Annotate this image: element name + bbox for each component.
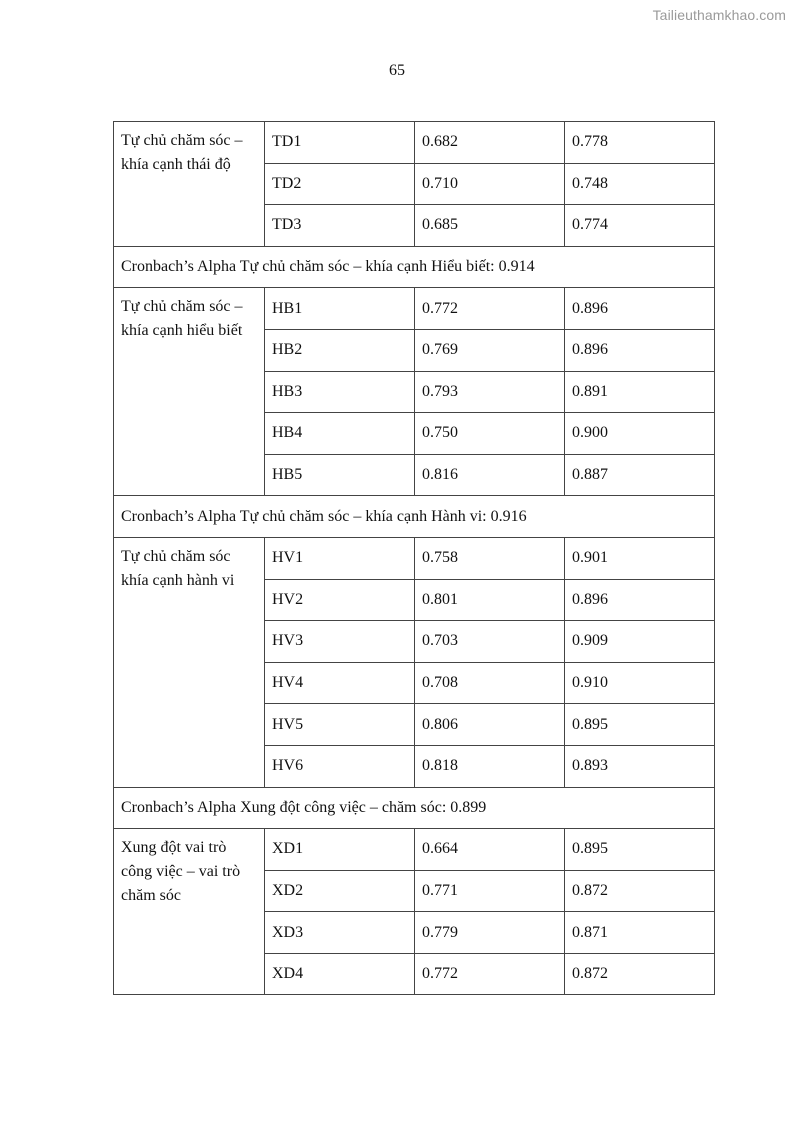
item-code: TD2 bbox=[265, 163, 415, 205]
item-code: HV3 bbox=[265, 621, 415, 663]
item-total-correlation: 0.806 bbox=[415, 704, 565, 746]
alpha-if-item-deleted: 0.896 bbox=[565, 579, 715, 621]
item-total-correlation: 0.771 bbox=[415, 870, 565, 912]
item-total-correlation: 0.801 bbox=[415, 579, 565, 621]
table-row bbox=[114, 122, 715, 164]
item-total-correlation: 0.816 bbox=[415, 454, 565, 496]
item-code: HB1 bbox=[265, 288, 415, 330]
item-total-correlation: 0.772 bbox=[415, 288, 565, 330]
item-total-correlation: 0.758 bbox=[415, 537, 565, 579]
alpha-if-item-deleted: 0.895 bbox=[565, 704, 715, 746]
alpha-if-item-deleted: 0.901 bbox=[565, 537, 715, 579]
item-code: TD1 bbox=[265, 122, 415, 164]
item-code: HB5 bbox=[265, 454, 415, 496]
page-number: 65 bbox=[389, 62, 405, 79]
alpha-summary-row bbox=[114, 246, 715, 288]
alpha-if-item-deleted: 0.891 bbox=[565, 371, 715, 413]
item-code: XD1 bbox=[265, 829, 415, 871]
alpha-if-item-deleted: 0.893 bbox=[565, 745, 715, 787]
alpha-if-item-deleted: 0.896 bbox=[565, 288, 715, 330]
reliability-table bbox=[113, 121, 715, 995]
item-total-correlation: 0.682 bbox=[415, 122, 565, 164]
item-total-correlation: 0.779 bbox=[415, 912, 565, 954]
alpha-if-item-deleted: 0.778 bbox=[565, 122, 715, 164]
item-total-correlation: 0.818 bbox=[415, 745, 565, 787]
alpha-if-item-deleted: 0.774 bbox=[565, 205, 715, 247]
item-code: HV5 bbox=[265, 704, 415, 746]
cronbach-alpha-summary: Cronbach’s Alpha Xung đột công việc – chăm sóc: 0.899 bbox=[114, 787, 715, 829]
item-code: XD2 bbox=[265, 870, 415, 912]
item-code: HB3 bbox=[265, 371, 415, 413]
item-total-correlation: 0.708 bbox=[415, 662, 565, 704]
cronbach-alpha-summary: Cronbach’s Alpha Tự chủ chăm sóc – khía cạnh Hiểu biết: 0.914 bbox=[114, 246, 715, 288]
item-total-correlation: 0.769 bbox=[415, 329, 565, 371]
item-total-correlation: 0.685 bbox=[415, 205, 565, 247]
alpha-if-item-deleted: 0.900 bbox=[565, 413, 715, 455]
item-code: HV1 bbox=[265, 537, 415, 579]
item-code: HB4 bbox=[265, 413, 415, 455]
alpha-if-item-deleted: 0.871 bbox=[565, 912, 715, 954]
cronbach-alpha-summary: Cronbach’s Alpha Tự chủ chăm sóc – khía cạnh Hành vi: 0.916 bbox=[114, 496, 715, 538]
alpha-if-item-deleted: 0.909 bbox=[565, 621, 715, 663]
item-code: XD3 bbox=[265, 912, 415, 954]
item-total-correlation: 0.793 bbox=[415, 371, 565, 413]
item-code: HV4 bbox=[265, 662, 415, 704]
construct-label: Xung đột vai trò công việc – vai trò chăm sóc bbox=[114, 829, 265, 995]
alpha-if-item-deleted: 0.872 bbox=[565, 953, 715, 995]
item-total-correlation: 0.664 bbox=[415, 829, 565, 871]
alpha-if-item-deleted: 0.748 bbox=[565, 163, 715, 205]
table-row bbox=[114, 829, 715, 871]
watermark: Tailieuthamkhao.com bbox=[652, 7, 786, 23]
alpha-summary-row bbox=[114, 496, 715, 538]
item-total-correlation: 0.772 bbox=[415, 953, 565, 995]
construct-label: Tự chủ chăm sóc – khía cạnh thái độ bbox=[114, 122, 265, 247]
item-code: XD4 bbox=[265, 953, 415, 995]
item-code: HB2 bbox=[265, 329, 415, 371]
item-total-correlation: 0.750 bbox=[415, 413, 565, 455]
table-row bbox=[114, 537, 715, 579]
alpha-if-item-deleted: 0.887 bbox=[565, 454, 715, 496]
alpha-if-item-deleted: 0.872 bbox=[565, 870, 715, 912]
alpha-if-item-deleted: 0.910 bbox=[565, 662, 715, 704]
construct-label: Tự chủ chăm sóc – khía cạnh hiểu biết bbox=[114, 288, 265, 496]
reliability-table-body bbox=[114, 122, 715, 995]
table-row bbox=[114, 288, 715, 330]
item-code: HV2 bbox=[265, 579, 415, 621]
item-total-correlation: 0.710 bbox=[415, 163, 565, 205]
item-code: TD3 bbox=[265, 205, 415, 247]
alpha-if-item-deleted: 0.895 bbox=[565, 829, 715, 871]
item-code: HV6 bbox=[265, 745, 415, 787]
item-total-correlation: 0.703 bbox=[415, 621, 565, 663]
alpha-if-item-deleted: 0.896 bbox=[565, 329, 715, 371]
alpha-summary-row bbox=[114, 787, 715, 829]
construct-label: Tự chủ chăm sóc khía cạnh hành vi bbox=[114, 537, 265, 787]
